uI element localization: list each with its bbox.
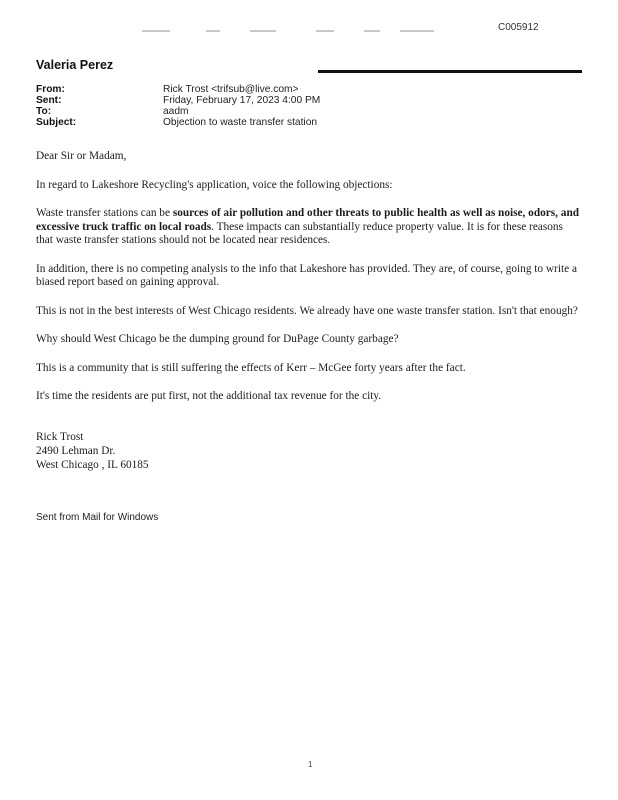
meta-row-from [36,84,596,95]
paragraph-analysis: In addition, there is no competing analysis to the info that Lakeshore has provided. They are, of course, going to write a biased report based on gaining approval. [36,262,577,288]
meta-label: Subject: [36,117,77,128]
paragraph-community: This is a community that is still suffering the effects of Kerr – McGee forty years after the fact. [36,361,466,374]
meta-row-sent [36,95,596,106]
meta-row-subject [36,117,596,128]
faint-header-mark [316,30,334,32]
meta-label: From: [36,84,65,95]
faint-header-bar [142,30,442,34]
meta-label: Sent: [36,95,62,106]
faint-header-mark [400,30,434,32]
email-metadata [36,84,596,128]
meta-row-to [36,106,596,117]
impacts-bold: sources of air pollution and other threats to public health as well as noise, odors, and excessive truck traffic on local roads [36,207,580,233]
sender-name: Valeria Perez [36,58,114,72]
signature-block [36,430,149,472]
meta-label: To: [36,106,52,117]
meta-value: aadm [163,106,189,117]
faint-header-mark [206,30,220,32]
signature-street: 2490 Lehman Dr. [36,445,116,457]
meta-value: Friday, February 17, 2023 4:00 PM [163,95,321,106]
meta-value: Rick Trost <trifsub@live.com> [163,84,299,95]
signature-name: Rick Trost [36,431,84,443]
page-number: 1 [308,760,313,769]
sent-from-line: Sent from Mail for Windows [36,512,159,523]
signature-city: West Chicago , IL 60185 [36,459,149,471]
paragraph-objection-intro: In regard to Lakeshore Recycling's application, voice the following objections: [36,178,393,191]
document-id: C005912 [498,22,539,33]
email-body [36,150,582,404]
header-rule [318,70,582,73]
faint-header-mark [250,30,276,32]
paragraph-residents-first: It's time the residents are put first, not the additional tax revenue for the city. [36,390,382,402]
faint-header-mark [364,30,380,32]
impacts-rest: . These impacts can substantially reduce property value. It is for these reasons that waste transfer stations should not be located near residences. [36,220,563,246]
meta-value: Objection to waste transfer station [163,117,318,128]
paragraph-interests: This is not in the best interests of West Chicago residents. We already have one waste transfer station. Isn't that enough? [36,304,578,317]
paragraph-impacts [36,207,582,248]
impacts-lead: Waste transfer stations can be [36,207,173,219]
greeting: Dear Sir or Madam, [36,150,127,162]
faint-header-mark [142,30,170,32]
paragraph-dumping-ground: Why should West Chicago be the dumping ground for DuPage County garbage? [36,333,399,345]
